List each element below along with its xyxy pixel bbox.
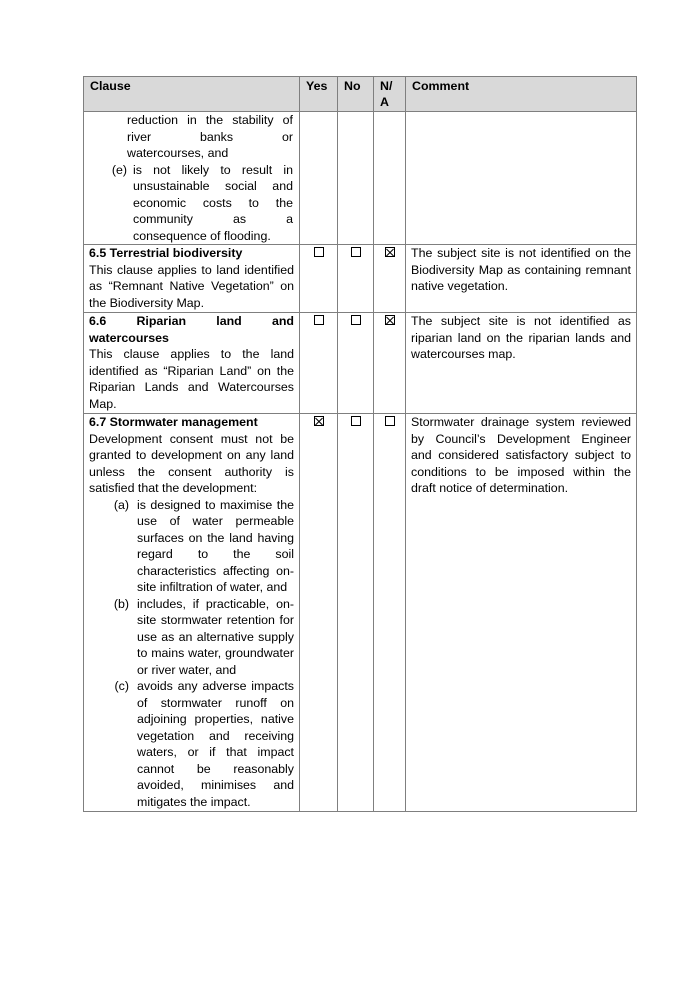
header-clause: Clause: [84, 77, 300, 112]
item-label: (b): [113, 596, 129, 611]
no-checkbox[interactable]: [351, 315, 361, 325]
na-checkbox[interactable]: [385, 247, 395, 257]
clause-cell: [84, 112, 300, 245]
comment-text: The subject site is not identified as riparian land on the riparian lands and watercourses map.: [411, 314, 631, 361]
na-cell: [374, 112, 406, 245]
header-na: N/ A: [374, 77, 406, 112]
yes-cell: [300, 313, 338, 414]
clause-title: 6.5 Terrestrial biodiversity: [89, 246, 243, 260]
clause-table: [83, 76, 637, 812]
comment-cell: [406, 112, 637, 245]
continued-line: river banks or: [127, 129, 293, 144]
no-cell: [338, 245, 374, 313]
na-cell: [374, 414, 406, 812]
yes-checkbox[interactable]: [314, 315, 324, 325]
comment-text: Stormwater drainage system reviewed by Council’s Development Engineer and considered satisfactory subject to conditions to be imposed within the draft notice of determination.: [411, 415, 631, 495]
item-text: is not likely to result in unsustainable social and economic costs to the community as a consequence of flooding.: [133, 162, 293, 243]
yes-checkbox[interactable]: [314, 416, 324, 426]
clause-cell: [84, 414, 300, 812]
header-comment: Comment: [406, 77, 637, 112]
yes-cell: [300, 414, 338, 812]
comment-cell: [406, 414, 637, 812]
item-label: (a): [113, 497, 129, 512]
na-cell: [374, 313, 406, 414]
comment-cell: [406, 313, 637, 414]
na-checkbox[interactable]: [385, 416, 395, 426]
clause-title: 6.7 Stormwater management: [89, 415, 258, 429]
clause-title: 6.6 Riparian land and watercourses: [89, 314, 294, 345]
header-no: No: [338, 77, 374, 112]
continued-line: watercourses, and: [127, 146, 229, 160]
table-row: [84, 245, 637, 313]
table-row: [84, 313, 637, 414]
clause-body: Development consent must not be granted to development on any land unless the consent authority is satisfied that the development:: [89, 431, 294, 495]
no-checkbox[interactable]: [351, 247, 361, 257]
item-label: (c): [114, 679, 129, 693]
item-label: (e): [111, 162, 127, 177]
clause-body: This clause applies to land identified as “Remnant Native Vegetation” on the Biodiversity Map.: [89, 262, 294, 310]
comment-cell: [406, 245, 637, 313]
na-checkbox[interactable]: [385, 315, 395, 325]
clause-cell: [84, 245, 300, 313]
continued-line: reduction in the stability of: [127, 113, 293, 127]
no-checkbox[interactable]: [351, 416, 361, 426]
table-row: [84, 414, 637, 812]
yes-cell: [300, 245, 338, 313]
item-text: includes, if practicable, on-site stormwater retention for use as an alternative supply to mains water, groundwater or river water, and: [137, 596, 294, 677]
clause-cell: [84, 313, 300, 414]
header-row: [84, 77, 637, 112]
item-text: is designed to maximise the use of water permeable surfaces on the land having regard to the soil characteristics affecting on-site infiltration of water, and: [137, 497, 294, 594]
no-cell: [338, 112, 374, 245]
clause-body: This clause applies to the land identified as “Riparian Land” on the Riparian Lands and Watercourses Map.: [89, 347, 294, 411]
na-cell: [374, 245, 406, 313]
item-text: avoids any adverse impacts of stormwater runoff on adjoining properties, native vegetation and receiving waters, or if that impact cannot be reasonably avoided, minimises and mitigates the impact.: [137, 679, 294, 809]
no-cell: [338, 313, 374, 414]
yes-checkbox[interactable]: [314, 247, 324, 257]
yes-cell: [300, 112, 338, 245]
no-cell: [338, 414, 374, 812]
comment-text: The subject site is not identified on the Biodiversity Map as containing remnant native vegetation.: [411, 246, 631, 293]
header-yes: Yes: [300, 77, 338, 112]
table-row: [84, 112, 637, 245]
